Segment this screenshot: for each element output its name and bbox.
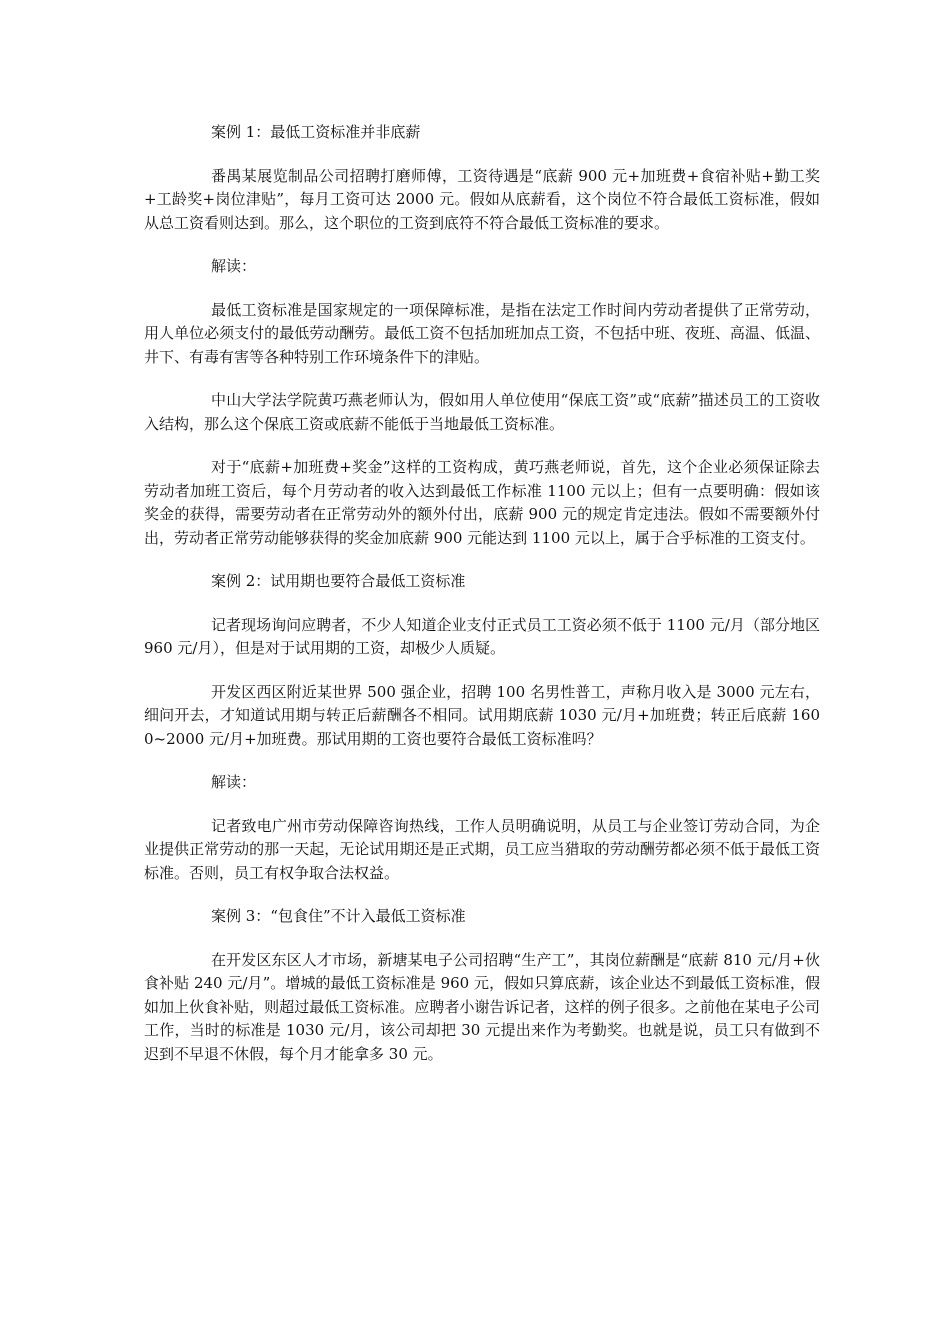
case-3-heading: 案例 3：“包食住”不计入最低工资标准 [211, 907, 466, 925]
case-2-analysis-paragraph: 记者致电广州市劳动保障咨询热线，工作人员明确说明，从员工与企业签订劳动合同，为企业提供正常劳动的那一天起，无论试用期还是正式期，员工应当猎取的劳动酬劳都必须不低于最低工资标准。否则，员工有权争取合法权益。 [144, 816, 820, 882]
case-1-analysis-paragraph-3: 对于“底薪+加班费+奖金”这样的工资构成，黄巧燕老师说，首先，这个企业必须保证除去劳动者加班工资后，每个月劳动者的收入达到最低工作标准 1100 元以上；但有一点要明确：假如该奖金的获得，需要劳动者在正常劳动外的额外付出，底薪 900 元的规定肯定违法。假如不需要额外付出，劳动者正常劳动能够获得的奖金加底薪 900 元能达到 1100 元以上，属于合乎标准的工资支付。 [144, 458, 820, 547]
case-2-description-2: 开发区西区附近某世界 500 强企业，招聘 100 名男性普工，声称月收入是 3000 元左右，细问开去，才知道试用期与转正后薪酬各不相同。试用期底薪 1030 元/月+加班费；转正后底薪 1600~2000 元/月+加班费。那试用期的工资也要符合最低工资标准吗？ [144, 682, 820, 748]
case-2-heading: 案例 2：试用期也要符合最低工资标准 [211, 572, 466, 590]
case-1-analysis-heading: 解读： [211, 257, 257, 275]
case-1-description: 番禺某展览制品公司招聘打磨师傅，工资待遇是“底薪 900 元+加班费+食宿补贴+勤工奖+工龄奖+岗位津贴”，每月工资可达 2000 元。假如从底薪看，这个岗位不符合最低工资标准，假如从总工资看则达到。那么，这个职位的工资到底符不符合最低工资标准的要求。 [144, 166, 820, 232]
case-2-description-1: 记者现场询问应聘者，不少人知道企业支付正式员工工资必须不低于 1100 元/月（部分地区 960 元/月），但是对于试用期的工资，却极少人质疑。 [144, 615, 820, 657]
case-1-analysis-paragraph-1: 最低工资标准是国家规定的一项保障标准，是指在法定工作时间内劳动者提供了正常劳动，用人单位必须支付的最低劳动酬劳。最低工资不包括加班加点工资，不包括中班、夜班、高温、低温、井下、有毒有害等各种特别工作环境条件下的津贴。 [144, 300, 820, 366]
case-3-description: 在开发区东区人才市场，新塘某电子公司招聘“生产工”，其岗位薪酬是“底薪 810 元/月+伙食补贴 240 元/月”。增城的最低工资标准是 960 元，假如只算底薪，该企业达不到最低工资标准，假如加上伙食补贴，则超过最低工资标准。应聘者小谢告诉记者，这样的例子很多。之前他在某电子公司工作，当时的标准是 1030 元/月，该公司却把 30 元提出来作为考勤奖。也就是说，员工只有做到不迟到不早退不休假，每个月才能拿多 30 元。 [144, 950, 820, 1063]
case-2-analysis-heading: 解读： [211, 773, 257, 791]
case-1-heading: 案例 1：最低工资标准并非底薪 [211, 123, 421, 141]
document-page [144, 121, 820, 1086]
case-1-analysis-paragraph-2: 中山大学法学院黄巧燕老师认为，假如用人单位使用“保底工资”或“底薪”描述员工的工资收入结构，那么这个保底工资或底薪不能低于当地最低工资标准。 [144, 391, 820, 433]
